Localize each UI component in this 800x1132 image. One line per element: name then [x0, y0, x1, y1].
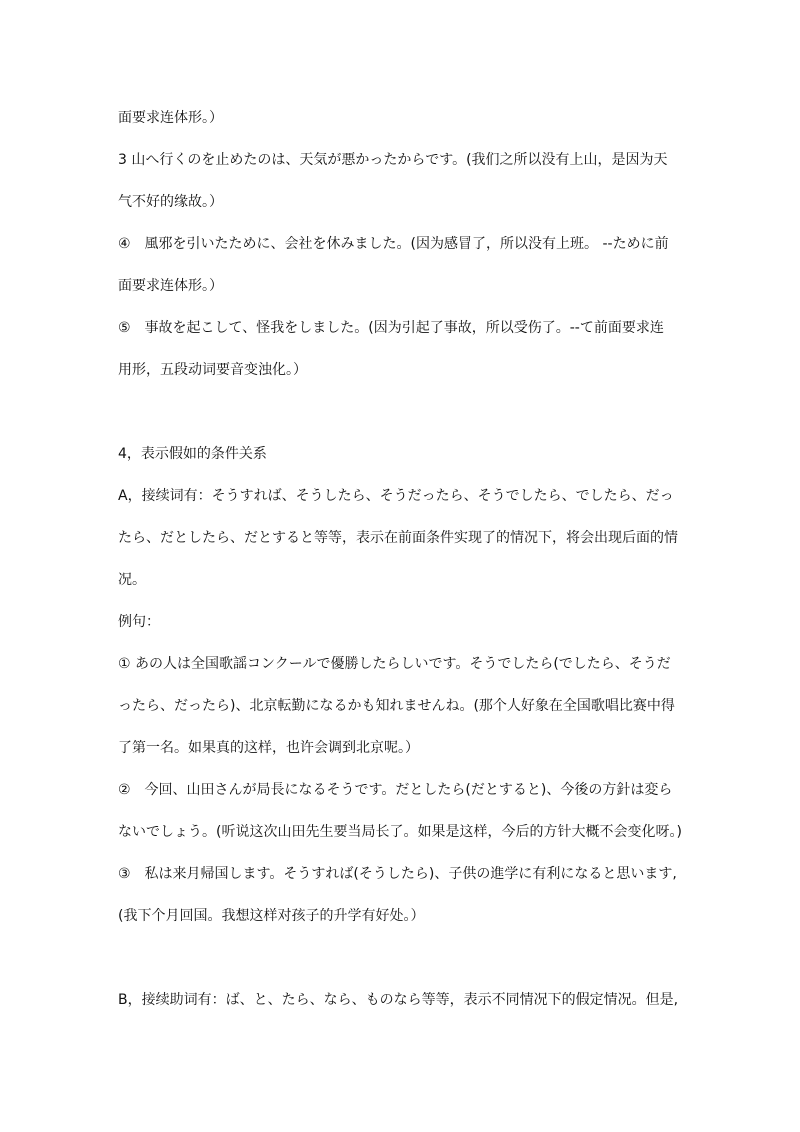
section-heading: 4，表示假如的条件关系: [118, 446, 267, 462]
text-line: (我下个月回国。我想这样对孩子的升学有好处。）: [118, 908, 425, 924]
text-line: たら、だとしたら、だとすると等等，表示在前面条件实现了的情况下，将会出现后面的情: [118, 530, 678, 546]
text-line: 了第一名。如果真的这样，也许会调到北京呢。）: [118, 740, 419, 756]
text-line: 气不好的缘故。）: [118, 194, 223, 210]
text-line: ③ 私は来月帰国します。そうすれば(そうしたら)、子供の進学に有利になると思います,: [118, 866, 677, 882]
text-line: ① あの人は全国歌謡コンクールで優勝したらしいです。そうでしたら(でしたら、そうだ: [118, 656, 671, 672]
text-line: ないでしょう。(听说这次山田先生要当局长了。如果是这样，今后的方针大概不会变化呀。): [118, 824, 682, 840]
text-line: A，接续词有：そうすれば、そうしたら、そうだったら、そうでしたら、でしたら、だっ: [118, 488, 674, 504]
text-line: 况。: [118, 572, 146, 588]
text-line: 3 山へ行くのを止めたのは、天気が悪かったからです。(我们之所以没有上山，是因为天: [118, 152, 668, 168]
text-line: ったら、だったら)、北京転勤になるかも知れませんね。(那个人好象在全国歌唱比赛中得: [118, 698, 675, 714]
text-line: ④ 風邪を引いたために、会社を休みました。(因为感冒了，所以没有上班。 --ために前: [118, 236, 669, 252]
text-line: 面要求连体形。）: [118, 278, 223, 294]
example-heading: 例句：: [118, 614, 160, 630]
text-line: ⑤ 事故を起こして、怪我をしました。(因为引起了事故，所以受伤了。--て前面要求连: [118, 320, 664, 336]
text-line: B，接续助词有：ば、と、たら、なら、ものなら等等，表示不同情况下的假定情况。但是,: [118, 992, 679, 1008]
text-line: 面要求连体形。）: [118, 110, 223, 126]
text-line: 用形，五段动词要音变浊化。）: [118, 362, 307, 378]
text-line: ② 今回、山田さんが局長になるそうです。だとしたら(だとすると)、今後の方針は変ら: [118, 782, 673, 798]
